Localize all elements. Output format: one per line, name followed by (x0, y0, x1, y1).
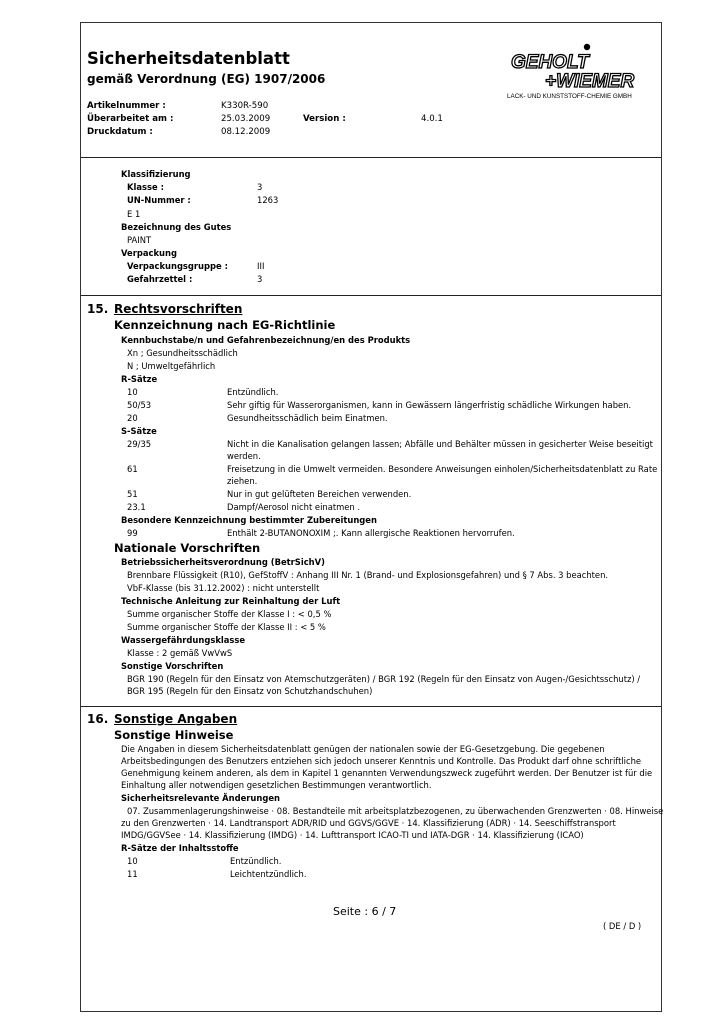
s-phrase-code: 23.1 (127, 502, 146, 512)
document-page (80, 22, 662, 1012)
r-phrase-code: 50/53 (127, 400, 152, 410)
header-divider (81, 157, 661, 158)
s-phrase-code: 61 (127, 464, 138, 474)
notes-paragraph-line: Arbeitsbedingungen des Benutzers entziehen sich jedoch unserer Kenntnis und Kontrolle. Das Produkt darf ohne schriftliche (121, 756, 642, 766)
betrsichv-heading: Betriebssicherheitsverordnung (BetrSichV) (121, 557, 325, 567)
article-value: K330R-590 (221, 101, 269, 111)
section15-title: Rechtsvorschriften (114, 302, 243, 316)
wgk-heading: Wassergefährdungsklasse (121, 635, 246, 645)
s-phrases-heading: S-Sätze (121, 426, 157, 436)
s-phrase-code: 51 (127, 489, 138, 499)
ingredient-r-phrase-text: Leichtentzündlich. (230, 869, 307, 879)
national-regulations-title: Nationale Vorschriften (114, 541, 261, 555)
betrsichv-line: Brennbare Flüssigkeit (R10), GefStoffV : Anhang III Nr. 1 (Brand- und Explosionsgefahren) und § 7 Abs. 3 beachten. (127, 570, 609, 580)
packing-group-value: III (257, 261, 265, 271)
section16-number: 16. (87, 712, 109, 726)
betrsichv-line: VbF-Klasse (bis 31.12.2002) : nicht unterstellt (127, 583, 320, 593)
ta-luft-heading: Technische Anleitung zur Reinhaltung der Luft (121, 596, 341, 606)
goods-value: PAINT (127, 235, 152, 245)
logo-line2: +WIEMER (545, 71, 635, 92)
e1-code: E 1 (127, 209, 141, 219)
revised-value: 25.03.2009 (221, 114, 271, 124)
r-phrase-code: 10 (127, 387, 138, 397)
logo-line1: GEHOLT (511, 52, 589, 73)
changes-heading: Sicherheitsrelevante Änderungen (121, 793, 280, 803)
revised-label: Überarbeitet am : (87, 114, 174, 124)
r-phrases-heading: R-Sätze (121, 374, 158, 384)
classification-heading: Klassifizierung (121, 169, 191, 179)
version-label: Version : (303, 114, 346, 124)
s-phrase-text-cont: ziehen. (227, 476, 258, 486)
ta-luft-line: Summe organischer Stoffe der Klasse I : < 0,5 % (127, 609, 332, 619)
company-logo-graphic (505, 43, 645, 103)
s-phrase-text-cont: werden. (227, 451, 261, 461)
s-phrase-text: Nicht in die Kanalisation gelangen lassen; Abfälle und Behälter müssen in gesicherter Weise beseitigt (227, 439, 653, 449)
kenn-item: Xn ; Gesundheitsschädlich (127, 348, 238, 358)
class-value: 3 (257, 182, 263, 192)
hazard-label-label: Gefahrzettel : (127, 274, 193, 284)
document-title: Sicherheitsdatenblatt (87, 49, 290, 68)
s-phrase-text: Freisetzung in die Umwelt vermeiden. Besondere Anweisungen einholen/Sicherheitsdatenblatt zu Rate (227, 464, 658, 474)
ta-luft-line: Summe organischer Stoffe der Klasse II : < 5 % (127, 622, 326, 632)
changes-line: 07. Zusammenlagerungshinweise · 08. Bestandteile mit arbeitsplatzbezogenen, zu überwachenden Grenzwerten · 08. Hinweise (127, 806, 664, 816)
wgk-line: Klasse : 2 gemäß VwVwS (127, 648, 233, 658)
section16-subtitle: Sonstige Hinweise (114, 728, 234, 742)
country-code: ( DE / D ) (603, 921, 642, 931)
print-date-value: 08.12.2009 (221, 127, 271, 137)
section16-divider (81, 706, 661, 707)
hazard-label-value: 3 (257, 274, 263, 284)
other-regulations-line: BGR 190 (Regeln für den Einsatz von Atemschutzgeräten) / BGR 192 (Regeln für den Einsatz von Augen-/Gesichtsschutz) / (127, 674, 641, 684)
r-phrase-text: Sehr giftig für Wasserorganismen, kann in Gewässern längerfristig schädliche Wirkungen haben. (227, 400, 632, 410)
kenn-item: N ; Umweltgefährlich (127, 361, 216, 371)
packaging-heading: Verpackung (121, 248, 177, 258)
un-number-label: UN-Nummer : (127, 195, 191, 205)
r-phrase-code: 20 (127, 413, 138, 423)
notes-paragraph-line: Genehmigung keinem anderen, als dem in Kapitel 1 genannten Verwendungszweck zugeführt werden. Der Benutzer ist für die (121, 768, 653, 778)
other-regulations-line: BGR 195 (Regeln für den Einsatz von Schutzhandschuhen) (127, 686, 373, 696)
article-label: Artikelnummer : (87, 101, 166, 111)
ingredient-r-phrase-code: 11 (127, 869, 138, 879)
document-subtitle: gemäß Verordnung (EG) 1907/2006 (87, 72, 326, 86)
section15-number: 15. (87, 302, 109, 316)
print-date-label: Druckdatum : (87, 127, 153, 137)
other-regulations-heading: Sonstige Vorschriften (121, 661, 224, 671)
s-phrase-text: Dampf/Aerosol nicht einatmen . (227, 502, 361, 512)
special-marking-text: Enthält 2-BUTANONOXIM ;. Kann allergische Reaktionen hervorrufen. (227, 528, 515, 538)
section15-subtitle: Kennzeichnung nach EG-Richtlinie (114, 318, 336, 332)
notes-paragraph-line: Die Angaben in diesem Sicherheitsdatenblatt genügen der nationalen sowie der EG-Gesetzgebung. Die gegebenen (121, 744, 605, 754)
page-number: Seite : 6 / 7 (333, 905, 397, 918)
packing-group-label: Verpackungsgruppe : (127, 261, 228, 271)
ingredient-r-phrase-code: 10 (127, 856, 138, 866)
version-value: 4.0.1 (421, 114, 443, 124)
ingredient-r-phrases-heading: R-Sätze der Inhaltsstoffe (121, 843, 239, 853)
kenn-heading: Kennbuchstabe/n und Gefahrenbezeichnung/en des Produkts (121, 335, 411, 345)
r-phrase-text: Gesundheitsschädlich beim Einatmen. (227, 413, 388, 423)
goods-heading: Bezeichnung des Gutes (121, 222, 232, 232)
changes-line: IMDG/GGVSee · 14. Klassifizierung (IMDG) · 14. Lufttransport ICAO-TI und IATA-DGR · 14. Klassifizierung (ICAO) (121, 830, 584, 840)
class-label: Klasse : (127, 182, 164, 192)
section16-title: Sonstige Angaben (114, 712, 238, 726)
section15-divider (81, 295, 661, 296)
r-phrase-text: Entzündlich. (227, 387, 279, 397)
special-marking-code: 99 (127, 528, 138, 538)
ingredient-r-phrase-text: Entzündlich. (230, 856, 282, 866)
s-phrase-code: 29/35 (127, 439, 152, 449)
un-number-value: 1263 (257, 195, 279, 205)
company-logo (505, 43, 645, 103)
s-phrase-text: Nur in gut gelüfteten Bereichen verwenden. (227, 489, 412, 499)
special-marking-heading: Besondere Kennzeichnung bestimmter Zubereitungen (121, 515, 377, 525)
changes-line: zu den Grenzwerten · 14. Landtransport ADR/RID und GGVS/GGVE · 14. Klassifizierung (ADR) · 14. Seeschiffstransport (121, 818, 616, 828)
logo-company-name: LACK- UND KUNSTSTOFF-CHEMIE GMBH (507, 93, 632, 100)
notes-paragraph-line: Einhaltung aller notwendigen gesetzlichen Bestimmungen verantwortlich. (121, 780, 432, 790)
